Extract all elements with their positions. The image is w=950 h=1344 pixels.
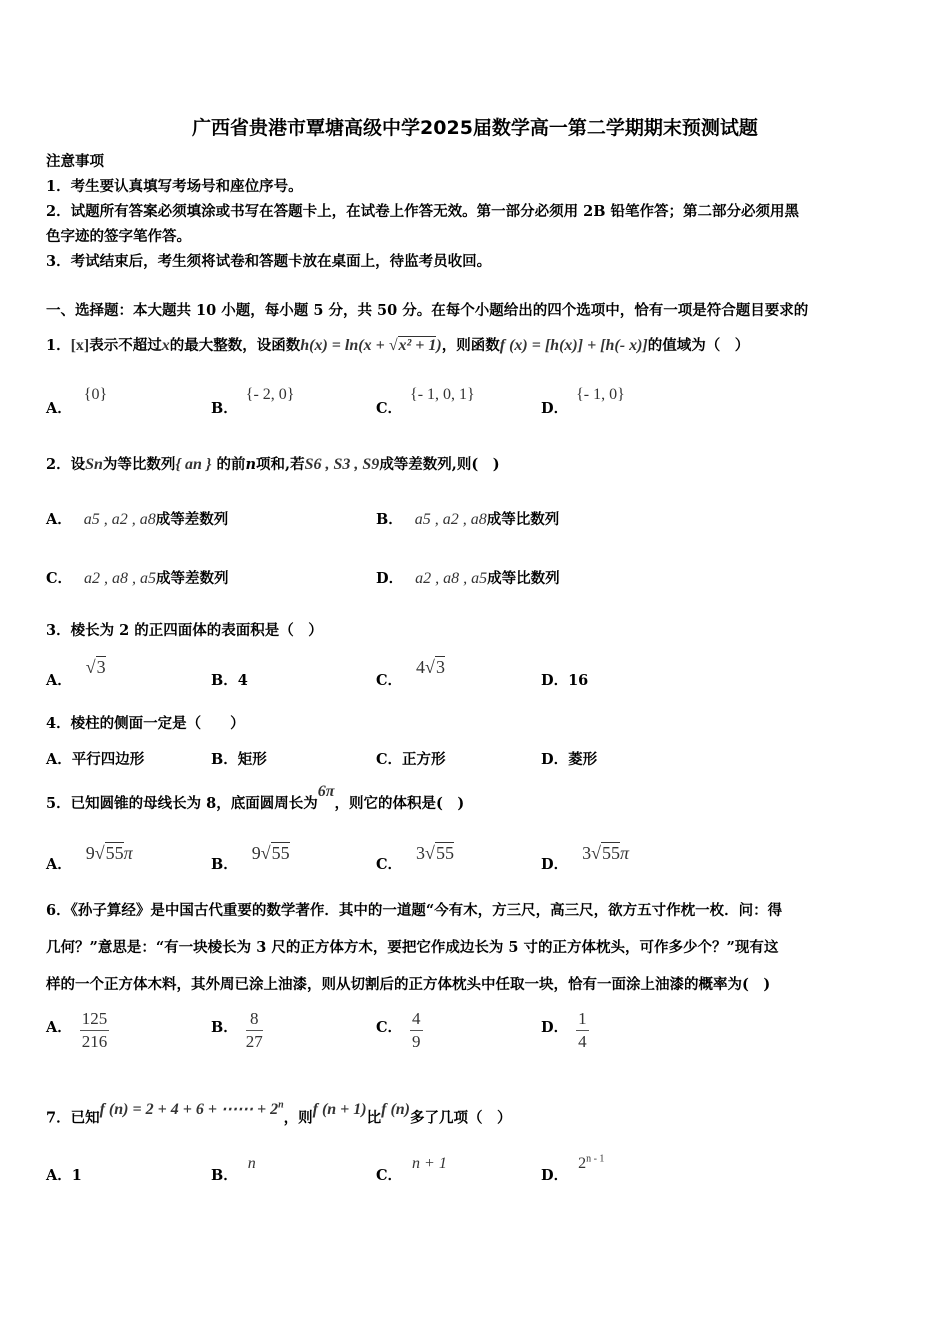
option-c: C． a2 , a8 , a5成等差数列 bbox=[46, 570, 229, 587]
option-b: B．{- 2, 0} bbox=[211, 386, 295, 417]
question-3: 3．棱长为 2 的正四面体的表面积是（ ） bbox=[46, 622, 323, 639]
option-c: C．{- 1, 0, 1} bbox=[376, 386, 475, 417]
page-title: 广西省贵港市覃塘高级中学2025届数学高一第二学期期末预测试题 bbox=[192, 117, 758, 139]
notice-item: 3．考试结束后，考生须将试卷和答题卡放在桌面上，待监考员收回。 bbox=[46, 253, 492, 270]
notice-item: 2．试题所有答案必须填涂或书写在答题卡上，在试卷上作答无效。第一部分必须用 2B 铅笔作答；第二部分必须用黑 bbox=[46, 203, 800, 220]
question-1 bbox=[46, 336, 749, 356]
notice-item: 色字迹的签字笔作答。 bbox=[46, 228, 191, 245]
option-a: A．√3 bbox=[46, 657, 106, 689]
option-c: C．3√55 bbox=[376, 843, 454, 873]
option-d: D． a2 , a8 , a5成等比数列 bbox=[376, 570, 560, 587]
option-d: D．菱形 bbox=[541, 751, 598, 768]
math-x: x bbox=[161, 337, 170, 354]
question-number: 1． bbox=[46, 337, 71, 354]
math-f: f (x) = [h(x)] + [h(- x)] bbox=[499, 337, 648, 354]
question-text: 的值域为（ ） bbox=[647, 337, 750, 354]
option-b: B． $\frac{8}{27}$ bbox=[211, 1009, 263, 1051]
question-7: 7．已知f (n) = 2 + 4 + 6 + ⋯⋯ + $2^n$，则f (n + 1)比f (n)多了几项（ ） bbox=[46, 1100, 512, 1127]
question-5: 5．已知圆锥的母线长为 8，底面圆周长为6π，则它的体积是( ) bbox=[46, 783, 465, 812]
notice-item: 1．考生要认真填写考场号和座位序号。 bbox=[46, 178, 303, 195]
question-6-line: 样的一个正方体木料，其外周已涂上油漆，则从切割后的正方体枕头中任取一块，恰有一面涂上油漆的概率为( ) bbox=[46, 976, 771, 993]
question-6-line: 6．《孙子算经》是中国古代重要的数学著作．其中的一道题“今有木，方三尺，高三尺，欲方五寸作枕一枚．问：得 bbox=[46, 902, 783, 919]
option-a: A．平行四边形 bbox=[46, 751, 145, 768]
option-a: A． $\frac{125}{216}$ bbox=[46, 1009, 108, 1051]
question-6-line: 几何？”意思是：“有一块棱长为 3 尺的正方体方木，要把它作成边长为 5 寸的正方体枕头，可作多少个？”现有这 bbox=[46, 939, 779, 956]
question-2: 2．设Sn为等比数列{ an } 的前n项和,若S6 , S3 , S9成等差数列,则( ) bbox=[46, 456, 500, 473]
option-d: D．16 bbox=[541, 672, 589, 689]
question-text: 的最大整数，设函数 bbox=[169, 337, 301, 354]
option-c: C．4√3 bbox=[376, 657, 445, 689]
question-4: 4．棱柱的侧面一定是（ ） bbox=[46, 715, 245, 732]
option-a: A．9√55π bbox=[46, 843, 133, 873]
question-text: 表示不超过 bbox=[89, 337, 162, 354]
option-d: D．2$^{n - 1}$ bbox=[541, 1153, 605, 1184]
math-floor: [x] bbox=[70, 337, 90, 354]
option-a: A．1 bbox=[46, 1167, 82, 1184]
notice-heading: 注意事项 bbox=[46, 153, 104, 170]
question-text: ，则函数 bbox=[441, 337, 500, 354]
option-a: A． a5 , a2 , a8成等差数列 bbox=[46, 511, 229, 528]
option-c: C． $\frac{4}{9}$ bbox=[376, 1009, 421, 1051]
option-c: C．n + 1 bbox=[376, 1155, 447, 1184]
option-b: B．4 bbox=[211, 672, 248, 689]
math-h: h(x) = ln(x + √x² + 1) bbox=[300, 337, 442, 354]
option-b: B．矩形 bbox=[211, 751, 267, 768]
option-d: D．{- 1, 0} bbox=[541, 386, 625, 417]
section-heading: 一、选择题：本大题共 10 小题，每小题 5 分，共 50 分。在每个小题给出的四个选项中，恰有一项是符合题目要求的 bbox=[46, 302, 809, 319]
option-d: D． $\frac{1}{4}$ bbox=[541, 1009, 587, 1051]
option-c: C．正方形 bbox=[376, 751, 446, 768]
option-b: B．n bbox=[211, 1155, 256, 1184]
option-b: B． a5 , a2 , a8成等比数列 bbox=[376, 511, 560, 528]
option-b: B．9√55 bbox=[211, 843, 290, 873]
option-d: D．3√55π bbox=[541, 843, 629, 873]
option-a: A．{0} bbox=[46, 386, 108, 417]
